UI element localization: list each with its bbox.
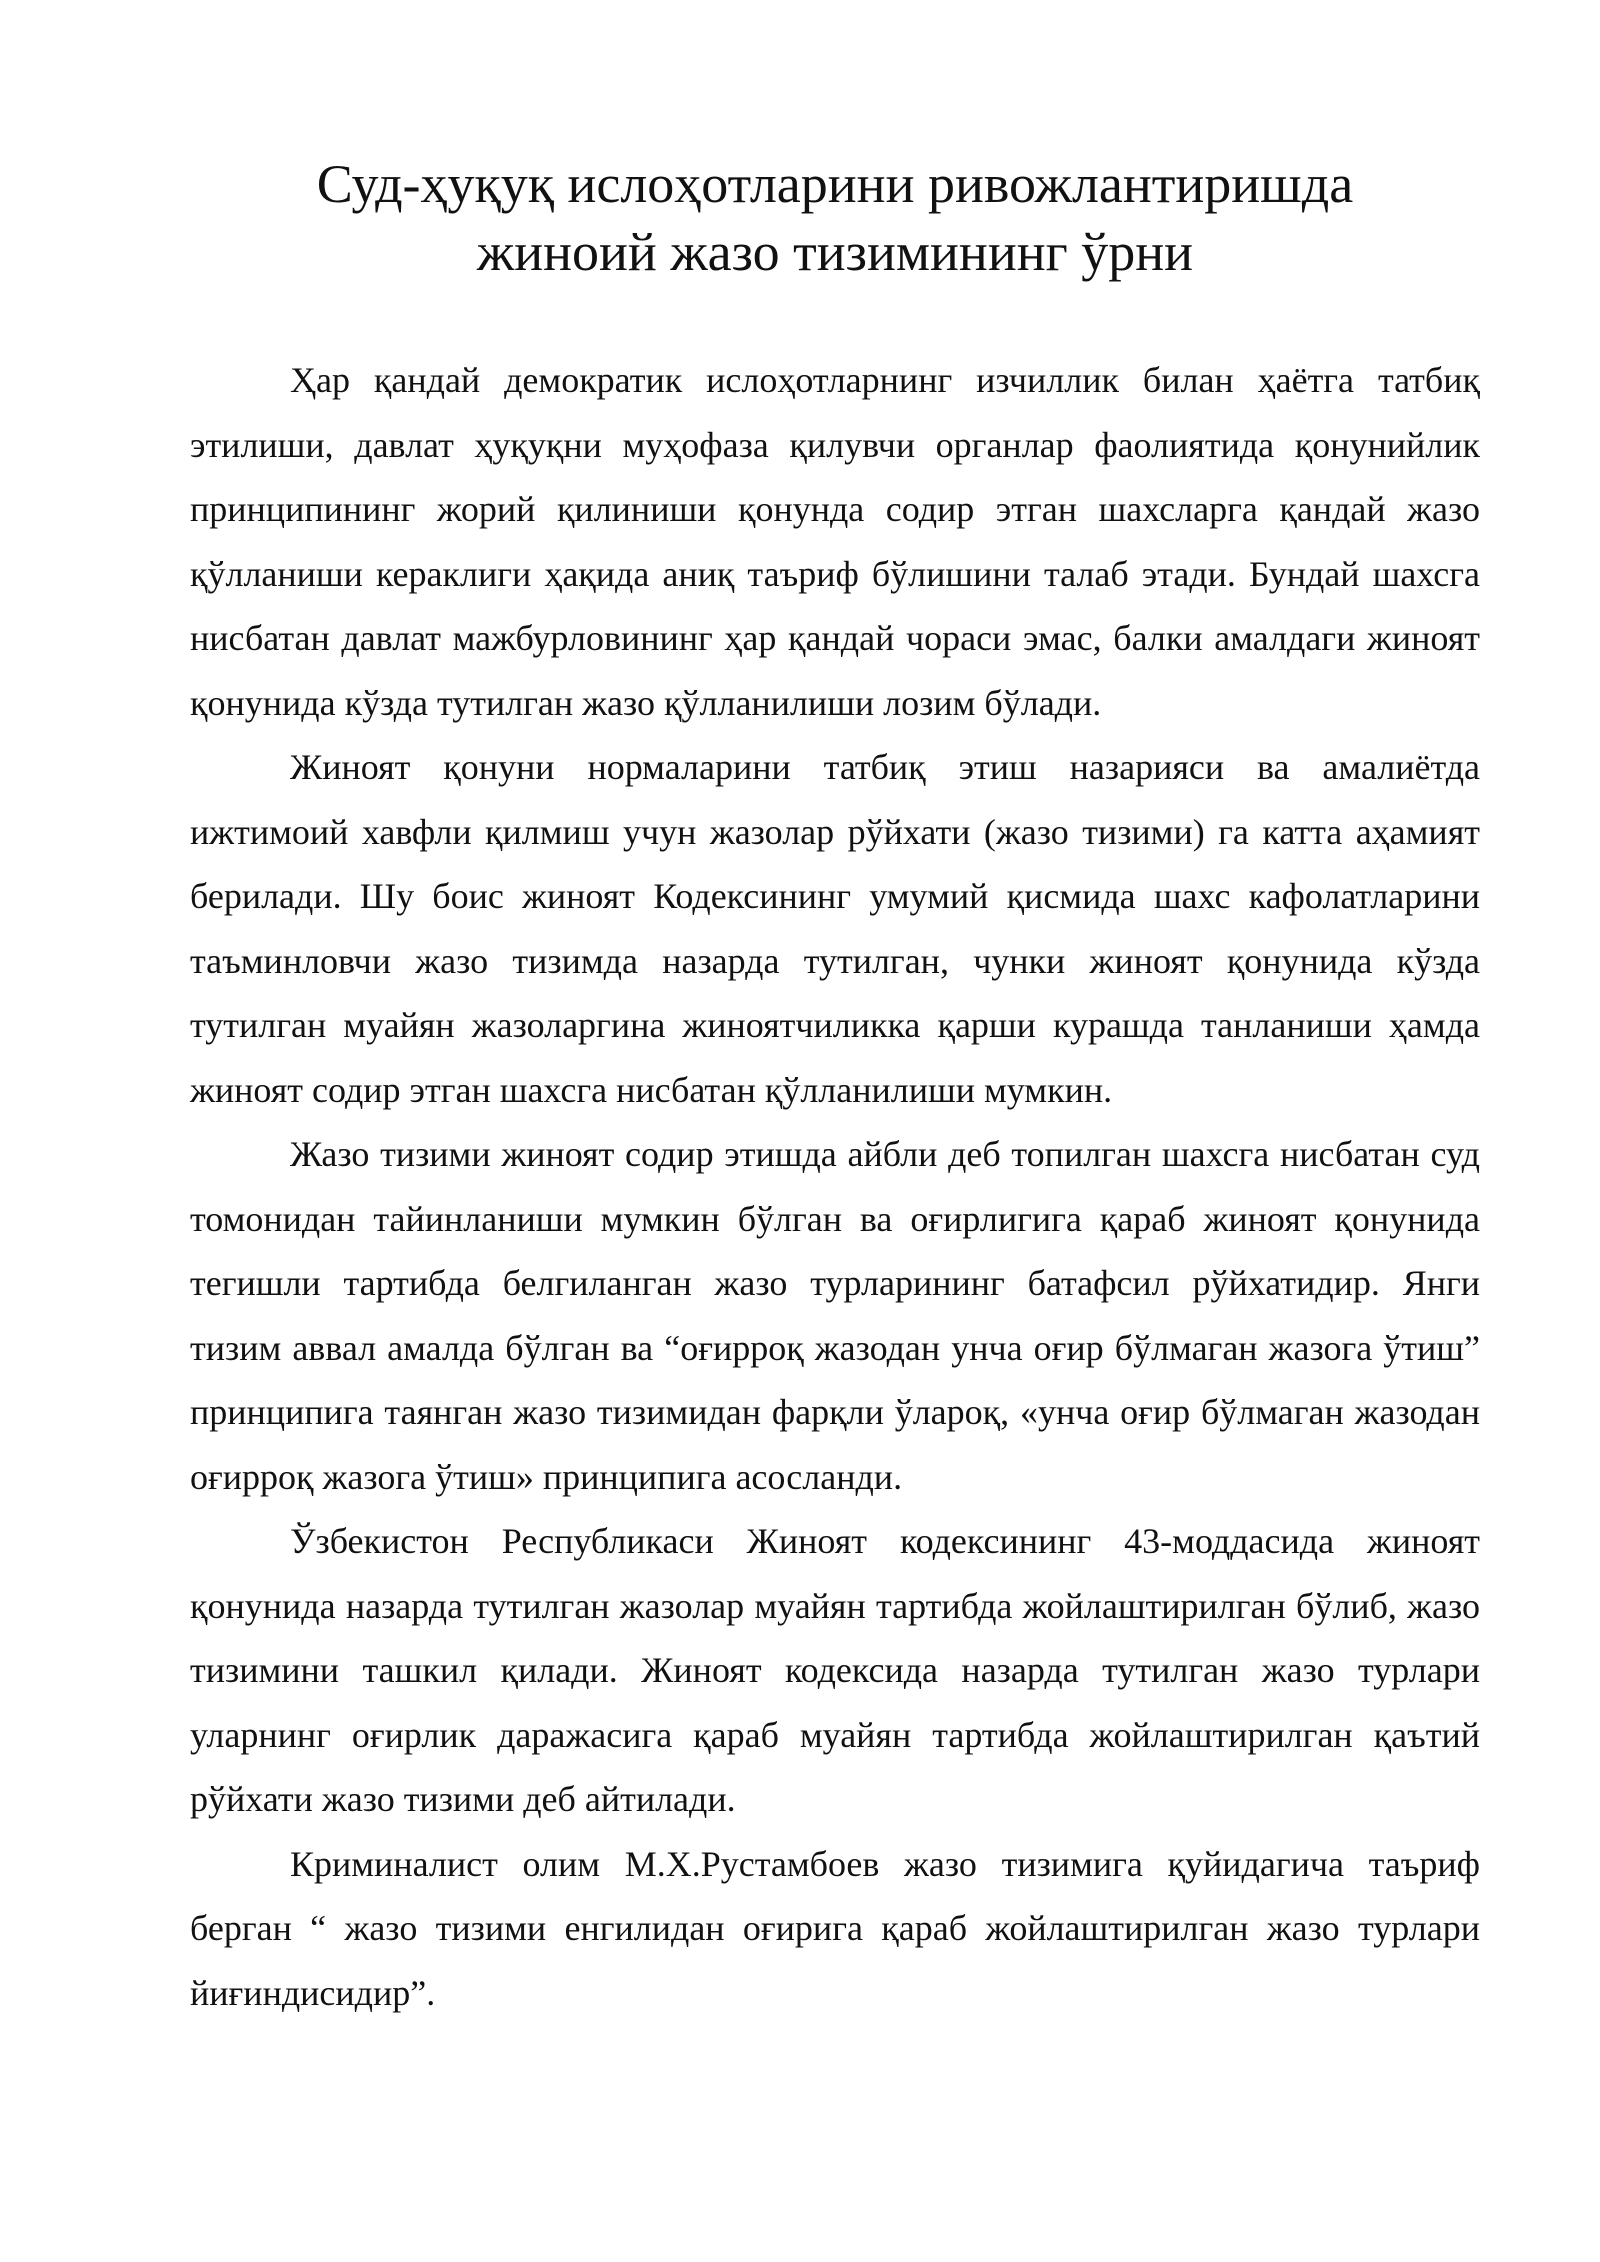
paragraph-2: Жиноят қонуни нормаларини татбиқ этиш назарияси ва амалиётда ижтимоий хавфли қилмиш учун жазолар рўйхати (жазо тизими) га катта аҳамият берилади. Шу боис жиноят Кодексининг умумий қисмида шахс кафолатларини таъминловчи жазо тизимда назарда тутилган, чунки жиноят қонунида кўзда тутилган муайян жазоларгина жиноятчиликка қарши курашда танланиши ҳамда жиноят содир этган шахсга нисбатан қўлланилиши мумкин. xyxy=(190,747,1480,1110)
document-body xyxy=(190,348,1480,2025)
title-line-1: Суд-ҳуқуқ ислоҳотларини ривожлантиришда xyxy=(316,154,1354,214)
paragraph-3: Жазо тизими жиноят содир этишда айбли деб топилган шахсга нисбатан суд томонидан тайинланиши мумкин бўлган ва оғирлигига қараб жиноят қонунида тегишли тартибда белгиланган жазо турларининг батафсил рўйхатидир. Янги тизим аввал амалда бўлган ва “оғирроқ жазодан унча оғир бўлмаган жазога ўтиш” принципига таянган жазо тизимидан фарқли ўлароқ, «унча оғир бўлмаган жазодан оғирроқ жазога ўтиш» принципига асосланди. xyxy=(190,1134,1480,1497)
paragraph-5: Криминалист олим М.Х.Рустамбоев жазо тизимига қуйидагича таъриф берган “ жазо тизими енгилидан оғирига қараб жойлаштирилган жазо турлари йиғиндисидир”. xyxy=(190,1843,1480,2013)
paragraph-4: Ўзбекистон Республикаси Жиноят кодексининг 43-моддасида жиноят қонунида назарда тутилган жазолар муайян тартибда жойлаштирилган бўлиб, жазо тизимини ташкил қилади. Жиноят кодексида назарда тутилган жазо турлари уларнинг оғирлик даражасига қараб муайян тартибда жойлаштирилган қаътий рўйхати жазо тизими деб айтилади. xyxy=(190,1521,1480,1819)
title-line-2: жиноий жазо тизимининг ўрни xyxy=(476,222,1194,282)
page-title xyxy=(190,150,1480,286)
paragraph-1: Ҳар қандай демократик ислоҳотларнинг изчиллик билан ҳаётга татбиқ этилиши, давлат ҳуқуқни муҳофаза қилувчи органлар фаолиятида қонунийлик принципининг жорий қилиниши қонунда содир этган шахсларга қандай жазо қўлланиши кераклиги ҳақида аниқ таъриф бўлишини талаб этади. Бундай шахсга нисбатан давлат мажбурловининг ҳар қандай чораси эмас, балки амалдаги жиноят қонунида кўзда тутилган жазо қўлланилиши лозим бўлади. xyxy=(190,360,1480,723)
